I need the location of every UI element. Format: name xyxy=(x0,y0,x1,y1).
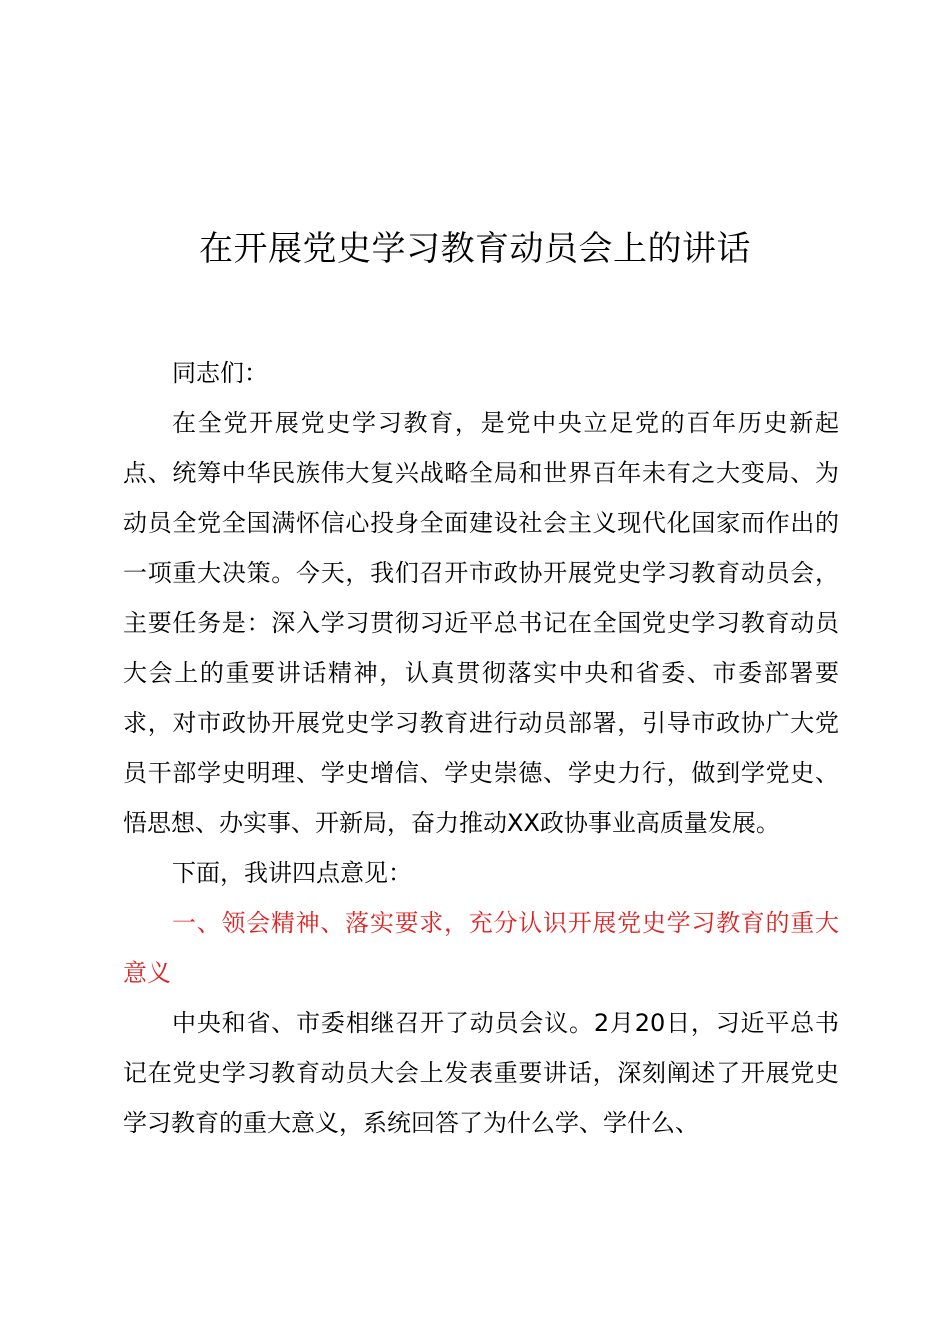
paragraph-outline: 下面，我讲四点意见： xyxy=(172,859,412,887)
salutation: 同志们： xyxy=(172,359,268,387)
document-title: 在开展党史学习教育动员会上的讲话 xyxy=(199,229,751,269)
document-body xyxy=(123,348,839,1148)
paragraph-section-1: 中央和省、市委相继召开了动员会议。2月20日，习近平总书记在党史学习教育动员大会上发表重要讲话，深刻阐述了开展党史学习教育的重大意义，系统回答了为什么学、学什么、 xyxy=(123,1009,839,1137)
section-heading-1: 一、领会精神、落实要求，充分认识开展党史学习教育的重大意义 xyxy=(123,909,839,987)
paragraph-intro: 在全党开展党史学习教育，是党中央立足党的百年历史新起点、统筹中华民族伟大复兴战略全局和世界百年未有之大变局、为动员全党全国满怀信心投身全面建设社会主义现代化国家而作出的一项重大决策。今天，我们召开市政协开展党史学习教育动员会，主要任务是：深入学习贯彻习近平总书记在全国党史学习教育动员大会上的重要讲话精神，认真贯彻落实中央和省委、市委部署要求，对市政协开展党史学习教育进行动员部署，引导市政协广大党员干部学史明理、学史增信、学史崇德、学史力行，做到学党史、悟思想、办实事、开新局，奋力推动XX政协事业高质量发展。 xyxy=(123,409,839,837)
